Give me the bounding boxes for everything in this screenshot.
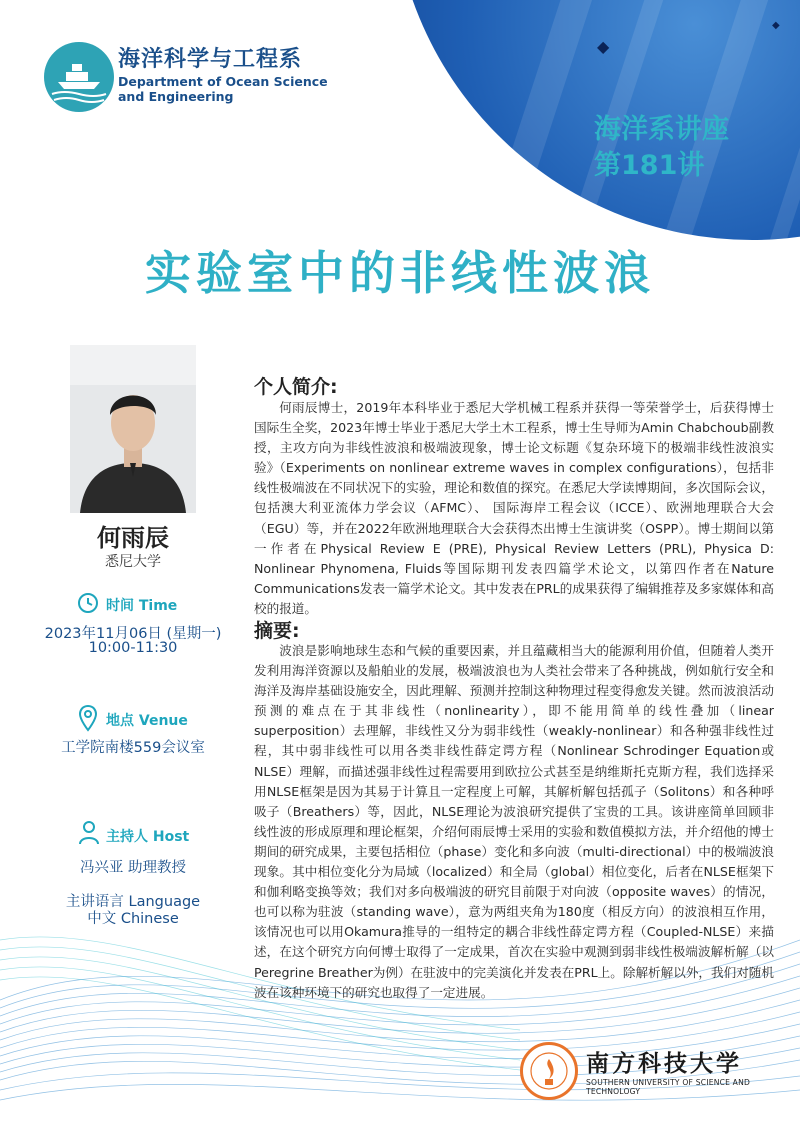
department-name-en: Department of Ocean Science and Engineering [118,74,328,104]
time-label: 时间 Time [106,598,178,614]
person-icon [78,820,100,846]
university-name-cn: 南方科技大学 [586,1050,742,1077]
lecture-time: 10:00-11:30 [88,640,178,656]
speaker-affiliation: 悉尼大学 [105,554,161,570]
lecture-date: 2023年11月06日 (星期一) [44,626,222,642]
speaker-name: 何雨辰 [97,524,169,552]
language: 中文 Chinese [87,911,179,927]
university-name-en: SOUTHERN UNIVERSITY OF SCIENCE AND TECHNOLOGY [586,1078,751,1096]
language-label: 主讲语言 Language [65,894,201,910]
bio-heading: 个人简介: [254,376,338,398]
ocean-background: ◆ ◆ [392,0,800,240]
abstract-heading: 摘要: [254,620,300,642]
venue-label: 地点 Venue [106,713,188,729]
speaker-photo [70,345,196,513]
venue: 工学院南楼559会议室 [61,740,205,756]
lecture-title: 实验室中的非线性波浪 [145,246,655,300]
abstract-text: 波浪是影响地球生态和气候的重要因素，并且蕴藏相当大的能源利用价值，但随着人类开发利用海洋资源以及船舶业的发展，极端波浪也为人类社会带来了各种挑战，例如航行安全和海洋及海岸基础设施安全，因此理解、预测并控制这种物理过程变得愈发关键。然而波浪活动预测的难点在于其非线性（nonlinearity），即不能用简单的线性叠加（linear superposition）去理解，非线性又分为弱非线性（weakly-nonlinear）和各种强非线性过程，其中弱非线性可以用各类非线性薛定谔方程（Nonlinear Schrodinger Equation或NLSE）理解，而描述强非线性过程需要用到欧拉公式甚至是纳维斯托克斯方程，我们选择采用NLSE框架是因为其易于计算且一定程度上可解，其解析解包括孤子（Solitons）和各种呼吸子（Breathers）等，因此，NLSE理论为波浪研究提供了宝贵的工具。该讲座简单回顾非线性波的形成原理和理论框架，介绍何雨辰博士采用的实验和数值模拟方法，并介绍他的博士期间的研究成果，主要包括相位（phase）变化和多向波（multi-directional）中的极端波浪现象。其中相位变化分为局域（localized）和全局（global）相位变化，后者在NLSE框架下和伽利略变换等效；我们对多向极端波的研究目前限于对向波（opposite waves）的情况，也可以称为驻波（standing wave），意为两组夹角为180度（相反方向）的波浪相互作用，该情况也可以用Okamura推导的一组特定的耦合非线性薛定谔方程（Coupled-NLSE）来描述，在这个研究方向何博士取得了一定成果，首次在实验中观测到弱非线性极端波解析解（以Peregrine Breather为例）在驻波中的完美演化并发表在PRL上。除解析解以外，我们对随机波在该种环境下的研究也取得了一定进展。 [254,643,774,1000]
bio-text: 何雨辰博士，2019年本科毕业于悉尼大学机械工程系并获得一等荣誉学士，后获得博士国际生全奖，2023年博士毕业于悉尼大学土木工程系，博士生导师为Amin Chabchoub副教授，主攻方向为非线性波浪和极端波现象，博士论文标题《复杂环境下的极端非线性波浪实验》（Experiments on nonlinear extreme waves in complex configurations），包括非线性极端波在不同状况下的实验，理论和数值的探究。在悉尼大学读博期间，多次国际会议，包括澳大利亚流体力学会议（AFMC）、 国际海岸工程会议（ICCE）、欧洲地理联合大会（EGU）等，并在2022年欧洲地理联合大会获得杰出博士生演讲奖（OSPP）。博士期间以第一作者在Physical Review E (PRE), Physical Review Letters (PRL), Physica D: Nonlinear Phynomena, Fluids等国际期刊发表四篇学术论文，以第四作者在Nature Communications发表一篇学术论文。其中发表在PRL的成果获得了编辑推荐及多家媒体和高校的报道。 [254,400,774,616]
location-pin-icon [78,704,98,732]
ship-logo-icon [44,42,114,112]
host-label: 主持人 Host [106,829,190,845]
lecture-series: 海洋系讲座 第181讲 [594,114,729,181]
sustech-seal-icon [520,1042,578,1100]
clock-icon [76,591,100,615]
department-name-cn: 海洋科学与工程系 [118,47,303,72]
host: 冯兴亚 助理教授 [79,860,187,876]
